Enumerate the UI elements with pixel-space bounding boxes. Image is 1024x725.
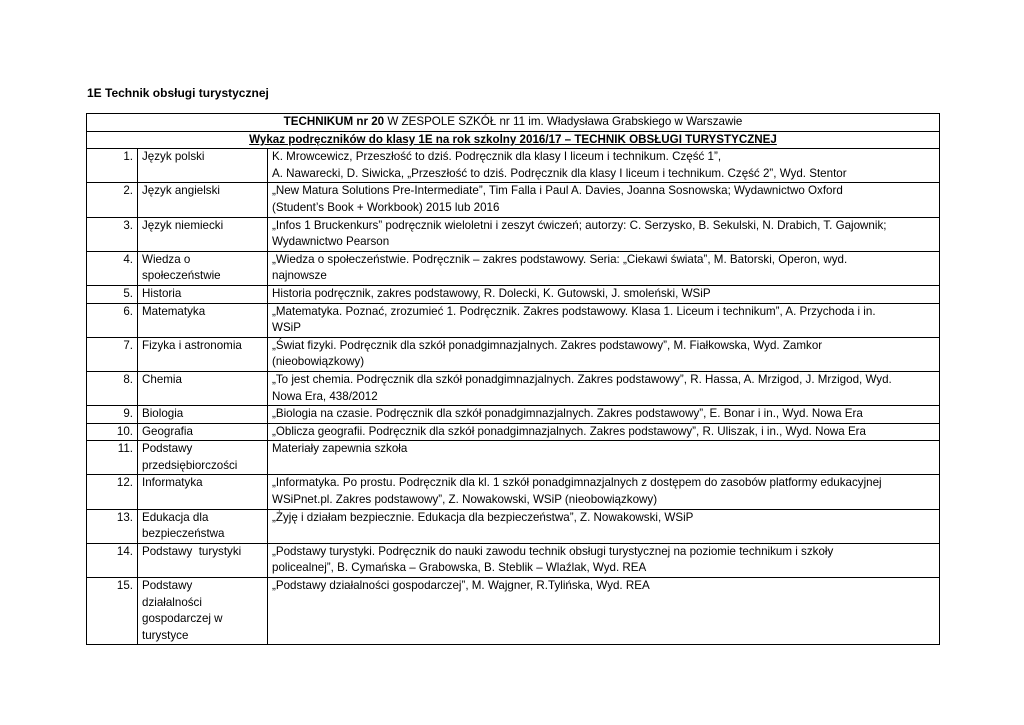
row-number: 7. — [87, 337, 138, 371]
table-row — [87, 251, 940, 285]
textbook-cell — [268, 217, 940, 251]
table-row — [87, 509, 940, 543]
subject-cell — [138, 423, 268, 441]
textbook-line: „To jest chemia. Podręcznik dla szkół ponadgimnazjalnych. Zakres podstawowy”, R. Hassa, A. Mrzigod, J. Mrzigod, Wyd. — [272, 372, 892, 386]
textbook-line: WSiPnet.pl. Zakres podstawowy”, Z. Nowakowski, WSiP (nieobowiązkowy) — [272, 493, 658, 507]
row-number: 10. — [87, 423, 138, 441]
subject-cell — [138, 337, 268, 371]
row-number: 13. — [87, 509, 138, 543]
textbook-line: najnowsze — [272, 269, 327, 283]
textbook-cell — [268, 337, 940, 371]
subject-line: Geografia — [142, 424, 193, 438]
row-number: 2. — [87, 183, 138, 217]
subject-line: działalności — [142, 595, 202, 609]
table-row — [87, 149, 940, 183]
document-title: 1E Technik obsługi turystycznej — [87, 86, 269, 100]
table-row — [87, 183, 940, 217]
table-row — [87, 423, 940, 441]
table-row — [87, 406, 940, 424]
school-header-row — [87, 114, 940, 132]
textbook-line: Wydawnictwo Pearson — [272, 235, 390, 249]
row-number: 12. — [87, 475, 138, 509]
row-number: 9. — [87, 406, 138, 424]
subject-line: Matematyka — [142, 304, 206, 318]
textbook-cell — [268, 509, 940, 543]
subject-line: społeczeństwie — [142, 269, 221, 283]
subject-cell — [138, 371, 268, 405]
textbook-line: K. Mrowcewicz, Przeszłość to dziś. Podręcznik dla klasy I liceum i technikum. Część 1”, — [272, 150, 722, 164]
textbook-line: „Podstawy turystyki. Podręcznik do nauki zawodu technik obsługi turystycznej na poziomie technikum i szkoły — [272, 544, 834, 558]
table-row — [87, 303, 940, 337]
textbook-line: „Świat fizyki. Podręcznik dla szkół ponadgimnazjalnych. Zakres podstawowy”, M. Fiałkowska, Wyd. Zamkor — [272, 338, 823, 352]
subject-line: Język niemiecki — [142, 218, 224, 232]
textbook-line: „Żyję i działam bezpiecznie. Edukacja dla bezpieczeństwa”, Z. Nowakowski, WSiP — [272, 510, 694, 524]
textbook-line: A. Nawarecki, D. Siwicka, „Przeszłość to dziś. Podręcznik dla klasy I liceum i technikum. Część 2”, Wyd. Stentor — [272, 166, 847, 180]
subject-line: Historia — [142, 286, 182, 300]
list-header-row — [87, 131, 940, 149]
row-number: 15. — [87, 578, 138, 645]
subject-cell — [138, 406, 268, 424]
table-row — [87, 285, 940, 303]
textbook-line: Nowa Era, 438/2012 — [272, 389, 378, 403]
row-number: 1. — [87, 149, 138, 183]
table-row — [87, 217, 940, 251]
subject-cell — [138, 183, 268, 217]
textbook-cell — [268, 251, 940, 285]
subject-cell — [138, 149, 268, 183]
textbook-cell — [268, 543, 940, 577]
table-row — [87, 441, 940, 475]
school-header-cell — [87, 114, 940, 132]
row-number: 14. — [87, 543, 138, 577]
subject-cell — [138, 285, 268, 303]
textbook-cell — [268, 475, 940, 509]
table-row — [87, 578, 940, 645]
subject-line: Podstawy — [142, 442, 193, 456]
list-header-cell: Wykaz podręczników do klasy 1E na rok szkolny 2016/17 – TECHNIK OBSŁUGI TURYSTYCZNEJ — [87, 131, 940, 149]
subject-line: przedsiębiorczości — [142, 458, 238, 472]
subject-line: Chemia — [142, 372, 182, 386]
textbook-cell — [268, 441, 940, 475]
textbook-line: policealnej”, B. Cymańska – Grabowska, B. Steblik – Wlaźlak, Wyd. REA — [272, 561, 647, 575]
textbook-cell — [268, 149, 940, 183]
subject-line: Podstawy — [142, 579, 193, 593]
row-number: 6. — [87, 303, 138, 337]
subject-cell — [138, 251, 268, 285]
subject-line: Edukacja dla — [142, 510, 209, 524]
textbook-cell — [268, 578, 940, 645]
subject-line: Biologia — [142, 407, 184, 421]
table-row — [87, 337, 940, 371]
subject-cell — [138, 578, 268, 645]
row-number: 5. — [87, 285, 138, 303]
textbook-line: „New Matura Solutions Pre-Intermediate”, Tim Falla i Paul A. Davies, Joanna Sosnowska; Wydawnictwo Oxford — [272, 184, 843, 198]
row-number: 11. — [87, 441, 138, 475]
textbook-line: „Podstawy działalności gospodarczej”, M. Wajgner, R.Tylińska, Wyd. REA — [272, 579, 650, 593]
school-name-rest: W ZESPOLE SZKÓŁ nr 11 im. Władysława Grabskiego w Warszawie — [384, 115, 743, 128]
school-name: TECHNIKUM nr 20 — [283, 115, 385, 128]
subject-line: Fizyka i astronomia — [142, 338, 242, 352]
textbook-cell — [268, 303, 940, 337]
subject-cell — [138, 303, 268, 337]
textbook-line: „Oblicza geografii. Podręcznik dla szkół ponadgimnazjalnych. Zakres podstawowy”, R. Uliszak, i in., Wyd. Nowa Era — [272, 424, 866, 438]
textbook-line: „Informatyka. Po prostu. Podręcznik dla kl. 1 szkół ponadgimnazjalnych z dostępem do zasobów platformy edukacyjnej — [272, 476, 882, 490]
table-row — [87, 543, 940, 577]
textbook-cell — [268, 285, 940, 303]
subject-cell — [138, 475, 268, 509]
textbook-line: „Infos 1 Bruckenkurs” podręcznik wieloletni i zeszyt ćwiczeń; autorzy: C. Serzysko, B. Sekulski, N. Drabich, T. Gajownik; — [272, 218, 887, 232]
textbook-cell — [268, 183, 940, 217]
subject-line: gospodarczej w — [142, 612, 223, 626]
row-number: 3. — [87, 217, 138, 251]
subject-line: turystyce — [142, 628, 189, 642]
subject-cell — [138, 217, 268, 251]
row-number: 4. — [87, 251, 138, 285]
textbook-line: Historia podręcznik, zakres podstawowy, R. Dolecki, K. Gutowski, J. smoleński, WSiP — [272, 286, 711, 300]
row-number: 8. — [87, 371, 138, 405]
textbook-line: „Matematyka. Poznać, zrozumieć 1. Podręcznik. Zakres podstawowy. Klasa 1. Liceum i technikum”, A. Przychoda i in. — [272, 304, 876, 318]
textbook-cell — [268, 423, 940, 441]
table-row — [87, 371, 940, 405]
textbook-line: (Student’s Book + Workbook) 2015 lub 2016 — [272, 200, 500, 214]
subject-line: bezpieczeństwa — [142, 527, 225, 541]
textbook-line: WSiP — [272, 321, 301, 335]
subject-line: Język angielski — [142, 184, 220, 198]
table-row — [87, 475, 940, 509]
textbook-cell — [268, 406, 940, 424]
subject-cell — [138, 543, 268, 577]
subject-cell — [138, 509, 268, 543]
textbook-line: (nieobowiązkowy) — [272, 355, 365, 369]
textbook-table — [86, 113, 940, 645]
textbook-line: Materiały zapewnia szkoła — [272, 442, 408, 456]
textbook-line: „Wiedza o społeczeństwie. Podręcznik – zakres podstawowy. Seria: „Ciekawi świata”, M. Batorski, Operon, wyd. — [272, 252, 848, 266]
subject-line: Informatyka — [142, 476, 203, 490]
subject-cell — [138, 441, 268, 475]
textbook-line: „Biologia na czasie. Podręcznik dla szkół ponadgimnazjalnych. Zakres podstawowy”, E. Bonar i in., Wyd. Nowa Era — [272, 407, 863, 421]
subject-line: Wiedza o — [142, 252, 191, 266]
subject-line: Język polski — [142, 150, 205, 164]
subject-line: Podstawy turystyki — [142, 544, 242, 558]
textbook-cell — [268, 371, 940, 405]
